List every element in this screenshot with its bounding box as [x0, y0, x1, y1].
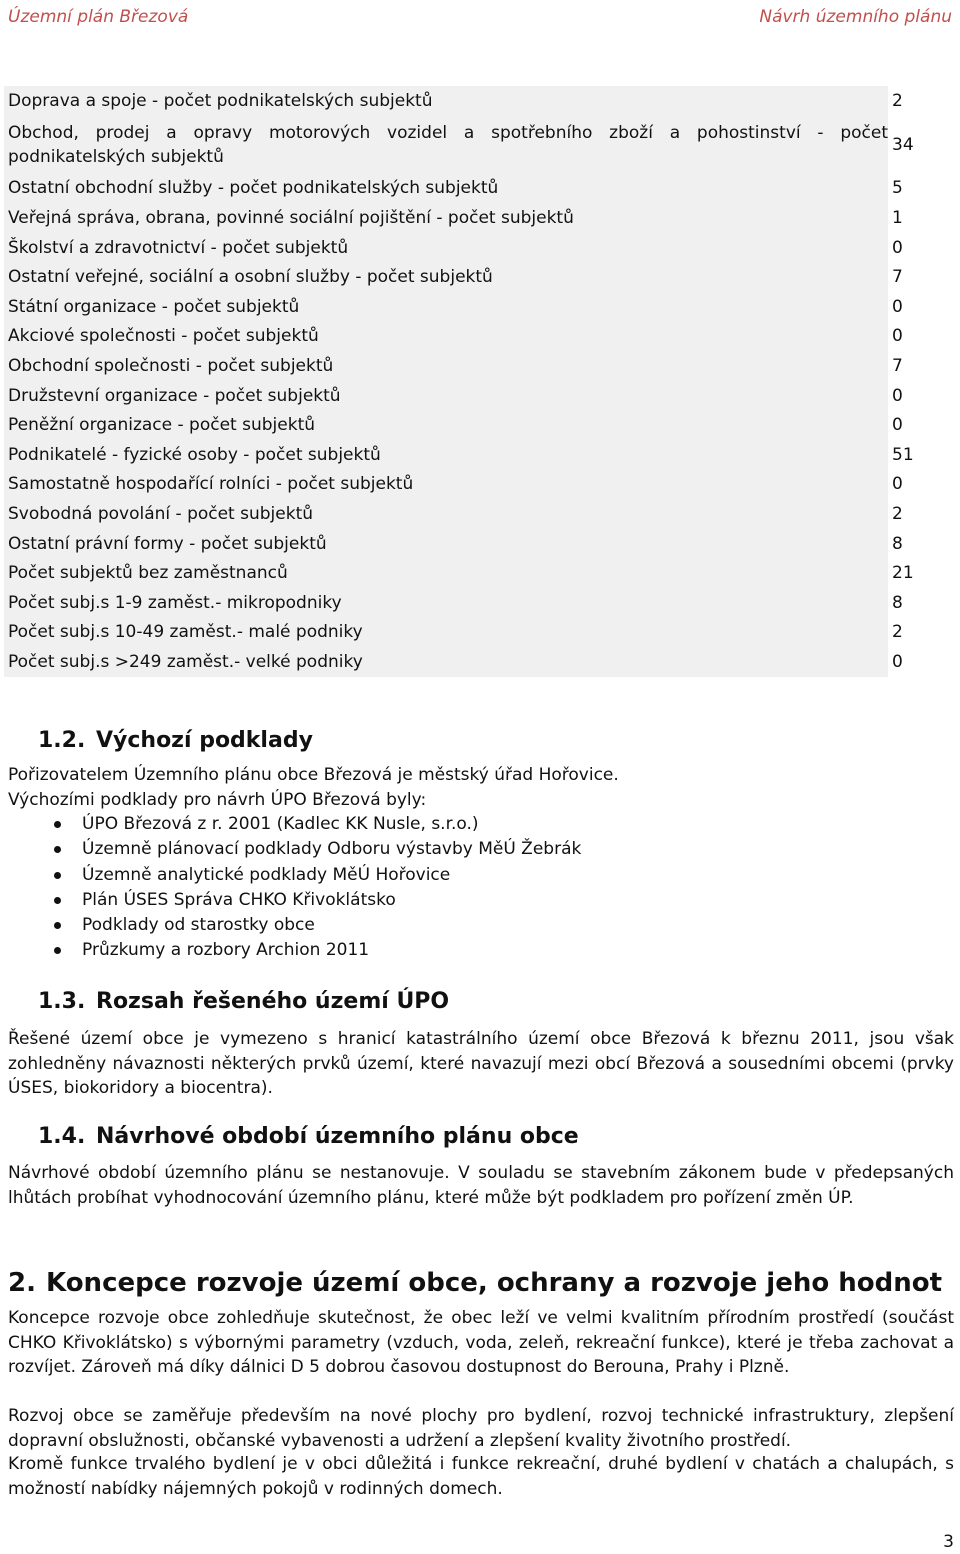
row-value: 0	[888, 470, 956, 500]
row-label: Samostatně hospodařící rolníci - počet subjektů	[4, 470, 888, 500]
row-value: 1	[888, 203, 956, 233]
paragraph: Řešené území obce je vymezeno s hranicí katastrálního území obce Březová k březnu 2011, jsou však zohledněny návaznosti některých prvků území, které navazují mezi obcí Březová a sousedními obcemi (prvky ÚSES, biokoridory a biocentra).	[8, 1029, 954, 1098]
row-label: Školství a zdravotnictví - počet subjektů	[4, 233, 888, 263]
table-row	[4, 440, 956, 470]
paragraph: Návrhové období územního plánu se nestanovuje. V souladu se stavebním zákonem bude v předepsaných lhůtách probíhat vyhodnocování územního plánu, které může být podkladem pro pořízení změn ÚP.	[8, 1163, 954, 1208]
statistics-table	[4, 86, 956, 677]
paragraph: Koncepce rozvoje obce zohledňuje skutečnost, že obec leží ve velmi kvalitním přírodním prostředí (součást CHKO Křivoklátsko) s výbornými parametry (vzduch, voda, zeleň, rekreační funkce), které je třeba zachovat a rozvíjet. Zároveň má díky dálnici D 5 dobrou časovou dostupnost do Berouna, Prahy i Plzně.	[8, 1308, 954, 1377]
chapter-number: 2.	[8, 1268, 36, 1298]
table-row	[4, 588, 956, 618]
row-value: 0	[888, 233, 956, 263]
list-item	[54, 863, 581, 888]
section-heading-1-3	[38, 989, 449, 1014]
paragraph: Výchozími podklady pro návrh ÚPO Březová byly:	[8, 790, 427, 810]
row-value: 8	[888, 529, 956, 559]
paragraph: Kromě funkce trvalého bydlení je v obci důležitá i funkce rekreační, druhé bydlení v chatách a chalupách, s možností nabídky nájemných pokojů v rodinných domech.	[8, 1454, 954, 1499]
section-number: 1.4.	[38, 1124, 86, 1149]
bullet-list	[54, 812, 581, 964]
page-header	[8, 4, 952, 30]
row-label: Peněžní organizace - počet subjektů	[4, 410, 888, 440]
list-item	[54, 812, 581, 837]
row-label: Ostatní obchodní služby - počet podnikatelských subjektů	[4, 174, 888, 204]
bullet-icon	[54, 846, 61, 853]
row-label: Počet subjektů bez zaměstnanců	[4, 558, 888, 588]
row-label: Ostatní právní formy - počet subjektů	[4, 529, 888, 559]
table-row	[4, 499, 956, 529]
row-value: 0	[888, 381, 956, 411]
row-value: 0	[888, 410, 956, 440]
row-value: 2	[888, 618, 956, 648]
list-item	[54, 888, 581, 913]
page-number: 3	[943, 1532, 954, 1552]
list-item-text: Územně plánovací podklady Odboru výstavby MěÚ Žebrák	[82, 839, 582, 860]
section-heading-1-2	[38, 728, 313, 753]
row-value: 7	[888, 262, 956, 292]
section-number: 1.3.	[38, 989, 86, 1014]
row-value: 2	[888, 499, 956, 529]
row-label: Obchodní společnosti - počet subjektů	[4, 351, 888, 381]
row-label: Podnikatelé - fyzické osoby - počet subjektů	[4, 440, 888, 470]
row-value: 2	[888, 86, 956, 116]
table-row	[4, 174, 956, 204]
table-row	[4, 618, 956, 648]
row-label: Akciové společnosti - počet subjektů	[4, 322, 888, 352]
table-row	[4, 292, 956, 322]
list-item	[54, 837, 581, 862]
table-row	[4, 381, 956, 411]
list-item	[54, 913, 581, 938]
table-row	[4, 86, 956, 116]
row-label: Počet subj.s 1-9 zaměst.- mikropodniky	[4, 588, 888, 618]
row-value: 21	[888, 558, 956, 588]
section-heading-1-4	[38, 1124, 579, 1149]
paragraph: Pořizovatelem Územního plánu obce Březová je městský úřad Hořovice.	[8, 765, 619, 785]
list-item-text: Plán ÚSES Správa CHKO Křivoklátsko	[82, 889, 396, 910]
table-row	[4, 233, 956, 263]
list-item-text: Průzkumy a rozbory Archion 2011	[82, 940, 370, 961]
row-value: 51	[888, 440, 956, 470]
row-label: Doprava a spoje - počet podnikatelských subjektů	[4, 86, 888, 116]
section-title: Rozsah řešeného území ÚPO	[96, 989, 450, 1014]
bullet-icon	[54, 872, 61, 879]
row-label: Počet subj.s 10-49 zaměst.- malé podniky	[4, 618, 888, 648]
row-value: 8	[888, 588, 956, 618]
table-row	[4, 116, 956, 174]
section-number: 1.2.	[38, 728, 86, 753]
bullet-icon	[54, 947, 61, 954]
row-value: 0	[888, 322, 956, 352]
list-item-text: ÚPO Březová z r. 2001 (Kadlec KK Nusle, s.r.o.)	[82, 814, 479, 834]
section-title: Návrhové období územního plánu obce	[96, 1124, 579, 1149]
document-subtitle: Návrh územního plánu	[759, 7, 952, 27]
row-value: 34	[888, 116, 956, 174]
chapter-heading-2	[8, 1268, 942, 1298]
table-row	[4, 470, 956, 500]
row-value: 7	[888, 351, 956, 381]
row-value: 0	[888, 647, 956, 677]
list-item-text: Územně analytické podklady MěÚ Hořovice	[82, 864, 451, 885]
table-row	[4, 203, 956, 233]
document-title: Územní plán Březová	[8, 7, 189, 27]
row-label: Státní organizace - počet subjektů	[4, 292, 888, 322]
table-row	[4, 410, 956, 440]
table-row	[4, 647, 956, 677]
bullet-icon	[54, 922, 61, 929]
row-label: Počet subj.s >249 zaměst.- velké podniky	[4, 647, 888, 677]
row-label: Veřejná správa, obrana, povinné sociální pojištění - počet subjektů	[4, 203, 888, 233]
list-item	[54, 938, 581, 963]
chapter-title: Koncepce rozvoje území obce, ochrany a rozvoje jeho hodnot	[46, 1268, 943, 1298]
table-row	[4, 322, 956, 352]
row-label: Ostatní veřejné, sociální a osobní služby - počet subjektů	[4, 262, 888, 292]
row-value: 5	[888, 174, 956, 204]
row-value: 0	[888, 292, 956, 322]
list-item-text: Podklady od starostky obce	[82, 915, 315, 936]
row-label: Obchod, prodej a opravy motorových vozidel a spotřebního zboží a pohostinství - počet podnikatelských subjektů	[4, 116, 888, 174]
row-label: Svobodná povolání - počet subjektů	[4, 499, 888, 529]
table-row	[4, 351, 956, 381]
paragraph: Rozvoj obce se zaměřuje především na nové plochy pro bydlení, rozvoj technické infrastruktury, zlepšení dopravní obslužnosti, občanské vybavenosti a udržení a zlepšení kvality životního prostředí.	[8, 1406, 954, 1451]
bullet-icon	[54, 897, 61, 904]
table-row	[4, 262, 956, 292]
table-row	[4, 529, 956, 559]
section-title: Výchozí podklady	[96, 728, 313, 753]
table-row	[4, 558, 956, 588]
bullet-icon	[54, 821, 61, 828]
row-label: Družstevní organizace - počet subjektů	[4, 381, 888, 411]
